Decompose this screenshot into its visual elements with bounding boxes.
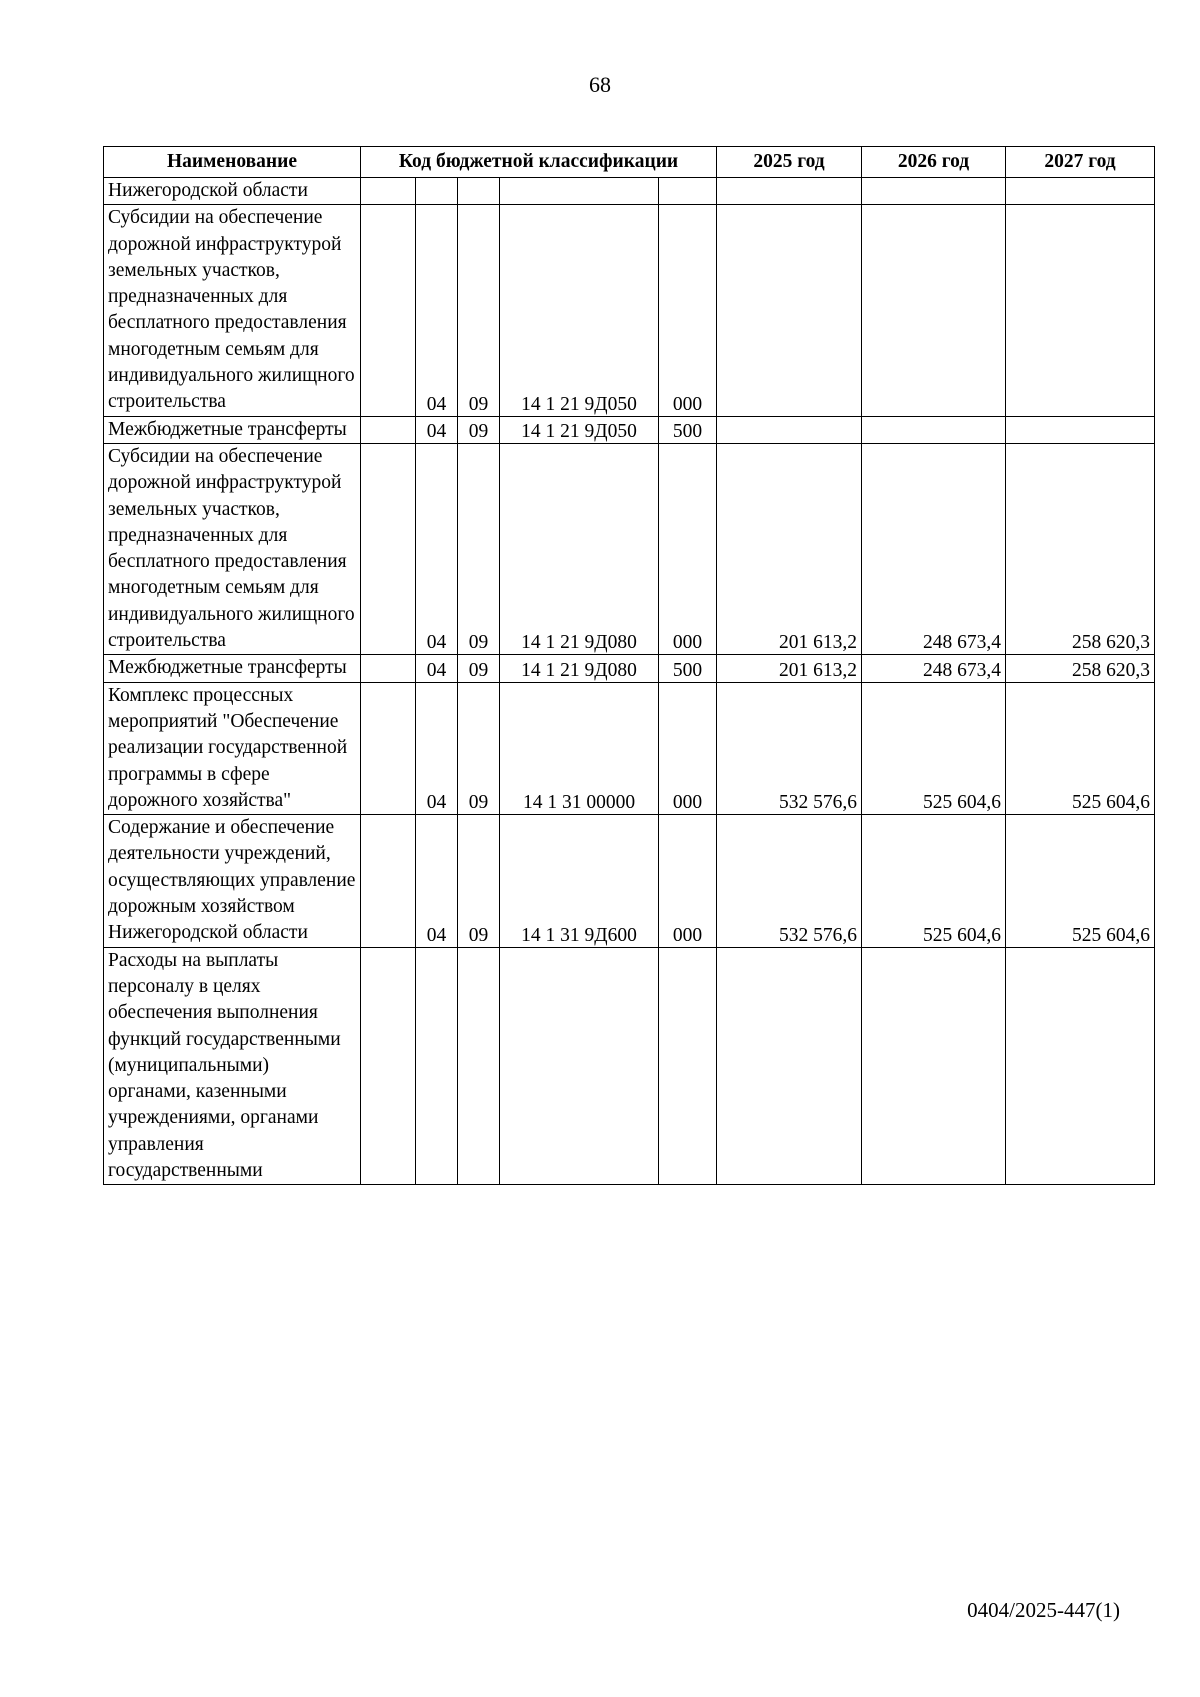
budget-table <box>103 146 1155 1185</box>
code-target-article: 14 1 21 9Д050 <box>500 416 659 443</box>
code-expense-type <box>659 178 717 205</box>
code-target-article: 14 1 31 00000 <box>500 682 659 814</box>
header-year-2025: 2025 год <box>717 147 862 178</box>
code-expense-type: 000 <box>659 443 717 654</box>
row-name: Субсидии на обеспечение дорожной инфраструктурой земельных участков, предназначенных для бесплатного предоставления многодетным семьям для индивидуального жилищного строительства <box>104 443 361 654</box>
code-subsection: 09 <box>458 655 500 682</box>
code-subsection: 09 <box>458 682 500 814</box>
value-2025 <box>717 416 862 443</box>
value-2027 <box>1006 205 1155 416</box>
code-section: 04 <box>416 682 458 814</box>
value-2025 <box>717 947 862 1185</box>
code-target-article: 14 1 21 9Д080 <box>500 655 659 682</box>
value-2027: 525 604,6 <box>1006 682 1155 814</box>
code-part-1 <box>361 682 416 814</box>
value-2026 <box>862 178 1006 205</box>
table-row <box>104 205 1155 416</box>
value-2027 <box>1006 416 1155 443</box>
code-part-1 <box>361 947 416 1185</box>
value-2025 <box>717 205 862 416</box>
value-2026 <box>862 416 1006 443</box>
code-part-1 <box>361 178 416 205</box>
value-2026: 248 673,4 <box>862 655 1006 682</box>
value-2027 <box>1006 178 1155 205</box>
value-2025: 532 576,6 <box>717 815 862 947</box>
code-section: 04 <box>416 655 458 682</box>
code-target-article <box>500 178 659 205</box>
table-row <box>104 443 1155 654</box>
row-name: Расходы на выплаты персоналу в целях обеспечения выполнения функций государственными (муниципальными) органами, казенными учреждениями, органами управления государственными <box>104 947 361 1185</box>
code-part-1 <box>361 815 416 947</box>
code-expense-type: 000 <box>659 815 717 947</box>
code-subsection <box>458 947 500 1185</box>
table-row <box>104 655 1155 682</box>
code-part-1 <box>361 655 416 682</box>
code-expense-type: 000 <box>659 682 717 814</box>
value-2027: 525 604,6 <box>1006 815 1155 947</box>
value-2025 <box>717 178 862 205</box>
table-header-row <box>104 147 1155 178</box>
table-row <box>104 947 1155 1185</box>
value-2025: 201 613,2 <box>717 655 862 682</box>
value-2026 <box>862 947 1006 1185</box>
code-target-article: 14 1 21 9Д080 <box>500 443 659 654</box>
row-name: Субсидии на обеспечение дорожной инфраструктурой земельных участков, предназначенных для бесплатного предоставления многодетным семьям для индивидуального жилищного строительства <box>104 205 361 416</box>
value-2027: 258 620,3 <box>1006 655 1155 682</box>
code-section <box>416 178 458 205</box>
row-name: Комплекс процессных мероприятий "Обеспечение реализации государственной программы в сфере дорожного хозяйства" <box>104 682 361 814</box>
code-section: 04 <box>416 205 458 416</box>
table-row <box>104 416 1155 443</box>
code-section: 04 <box>416 815 458 947</box>
document-code: 0404/2025-447(1) <box>967 1598 1120 1622</box>
code-expense-type: 500 <box>659 655 717 682</box>
row-name: Межбюджетные трансферты <box>104 416 361 443</box>
code-target-article: 14 1 31 9Д600 <box>500 815 659 947</box>
code-section: 04 <box>416 416 458 443</box>
table-row <box>104 815 1155 947</box>
code-subsection <box>458 178 500 205</box>
code-target-article <box>500 947 659 1185</box>
value-2027 <box>1006 947 1155 1185</box>
value-2025: 532 576,6 <box>717 682 862 814</box>
value-2026: 248 673,4 <box>862 443 1006 654</box>
value-2025: 201 613,2 <box>717 443 862 654</box>
code-part-1 <box>361 416 416 443</box>
row-name: Нижегородской области <box>104 178 361 205</box>
header-year-2026: 2026 год <box>862 147 1006 178</box>
code-section: 04 <box>416 443 458 654</box>
code-expense-type: 500 <box>659 416 717 443</box>
code-part-1 <box>361 443 416 654</box>
value-2027: 258 620,3 <box>1006 443 1155 654</box>
code-subsection: 09 <box>458 443 500 654</box>
table-row <box>104 682 1155 814</box>
header-code: Код бюджетной классификации <box>361 147 717 178</box>
value-2026: 525 604,6 <box>862 682 1006 814</box>
row-name: Содержание и обеспечение деятельности учреждений, осуществляющих управление дорожным хозяйством Нижегородской области <box>104 815 361 947</box>
code-subsection: 09 <box>458 416 500 443</box>
code-expense-type: 000 <box>659 205 717 416</box>
value-2026: 525 604,6 <box>862 815 1006 947</box>
code-part-1 <box>361 205 416 416</box>
header-name: Наименование <box>104 147 361 178</box>
code-subsection: 09 <box>458 815 500 947</box>
code-subsection: 09 <box>458 205 500 416</box>
page-number: 68 <box>589 72 611 97</box>
value-2026 <box>862 205 1006 416</box>
header-year-2027: 2027 год <box>1006 147 1155 178</box>
row-name: Межбюджетные трансферты <box>104 655 361 682</box>
code-section <box>416 947 458 1185</box>
code-target-article: 14 1 21 9Д050 <box>500 205 659 416</box>
table-row <box>104 178 1155 205</box>
code-expense-type <box>659 947 717 1185</box>
